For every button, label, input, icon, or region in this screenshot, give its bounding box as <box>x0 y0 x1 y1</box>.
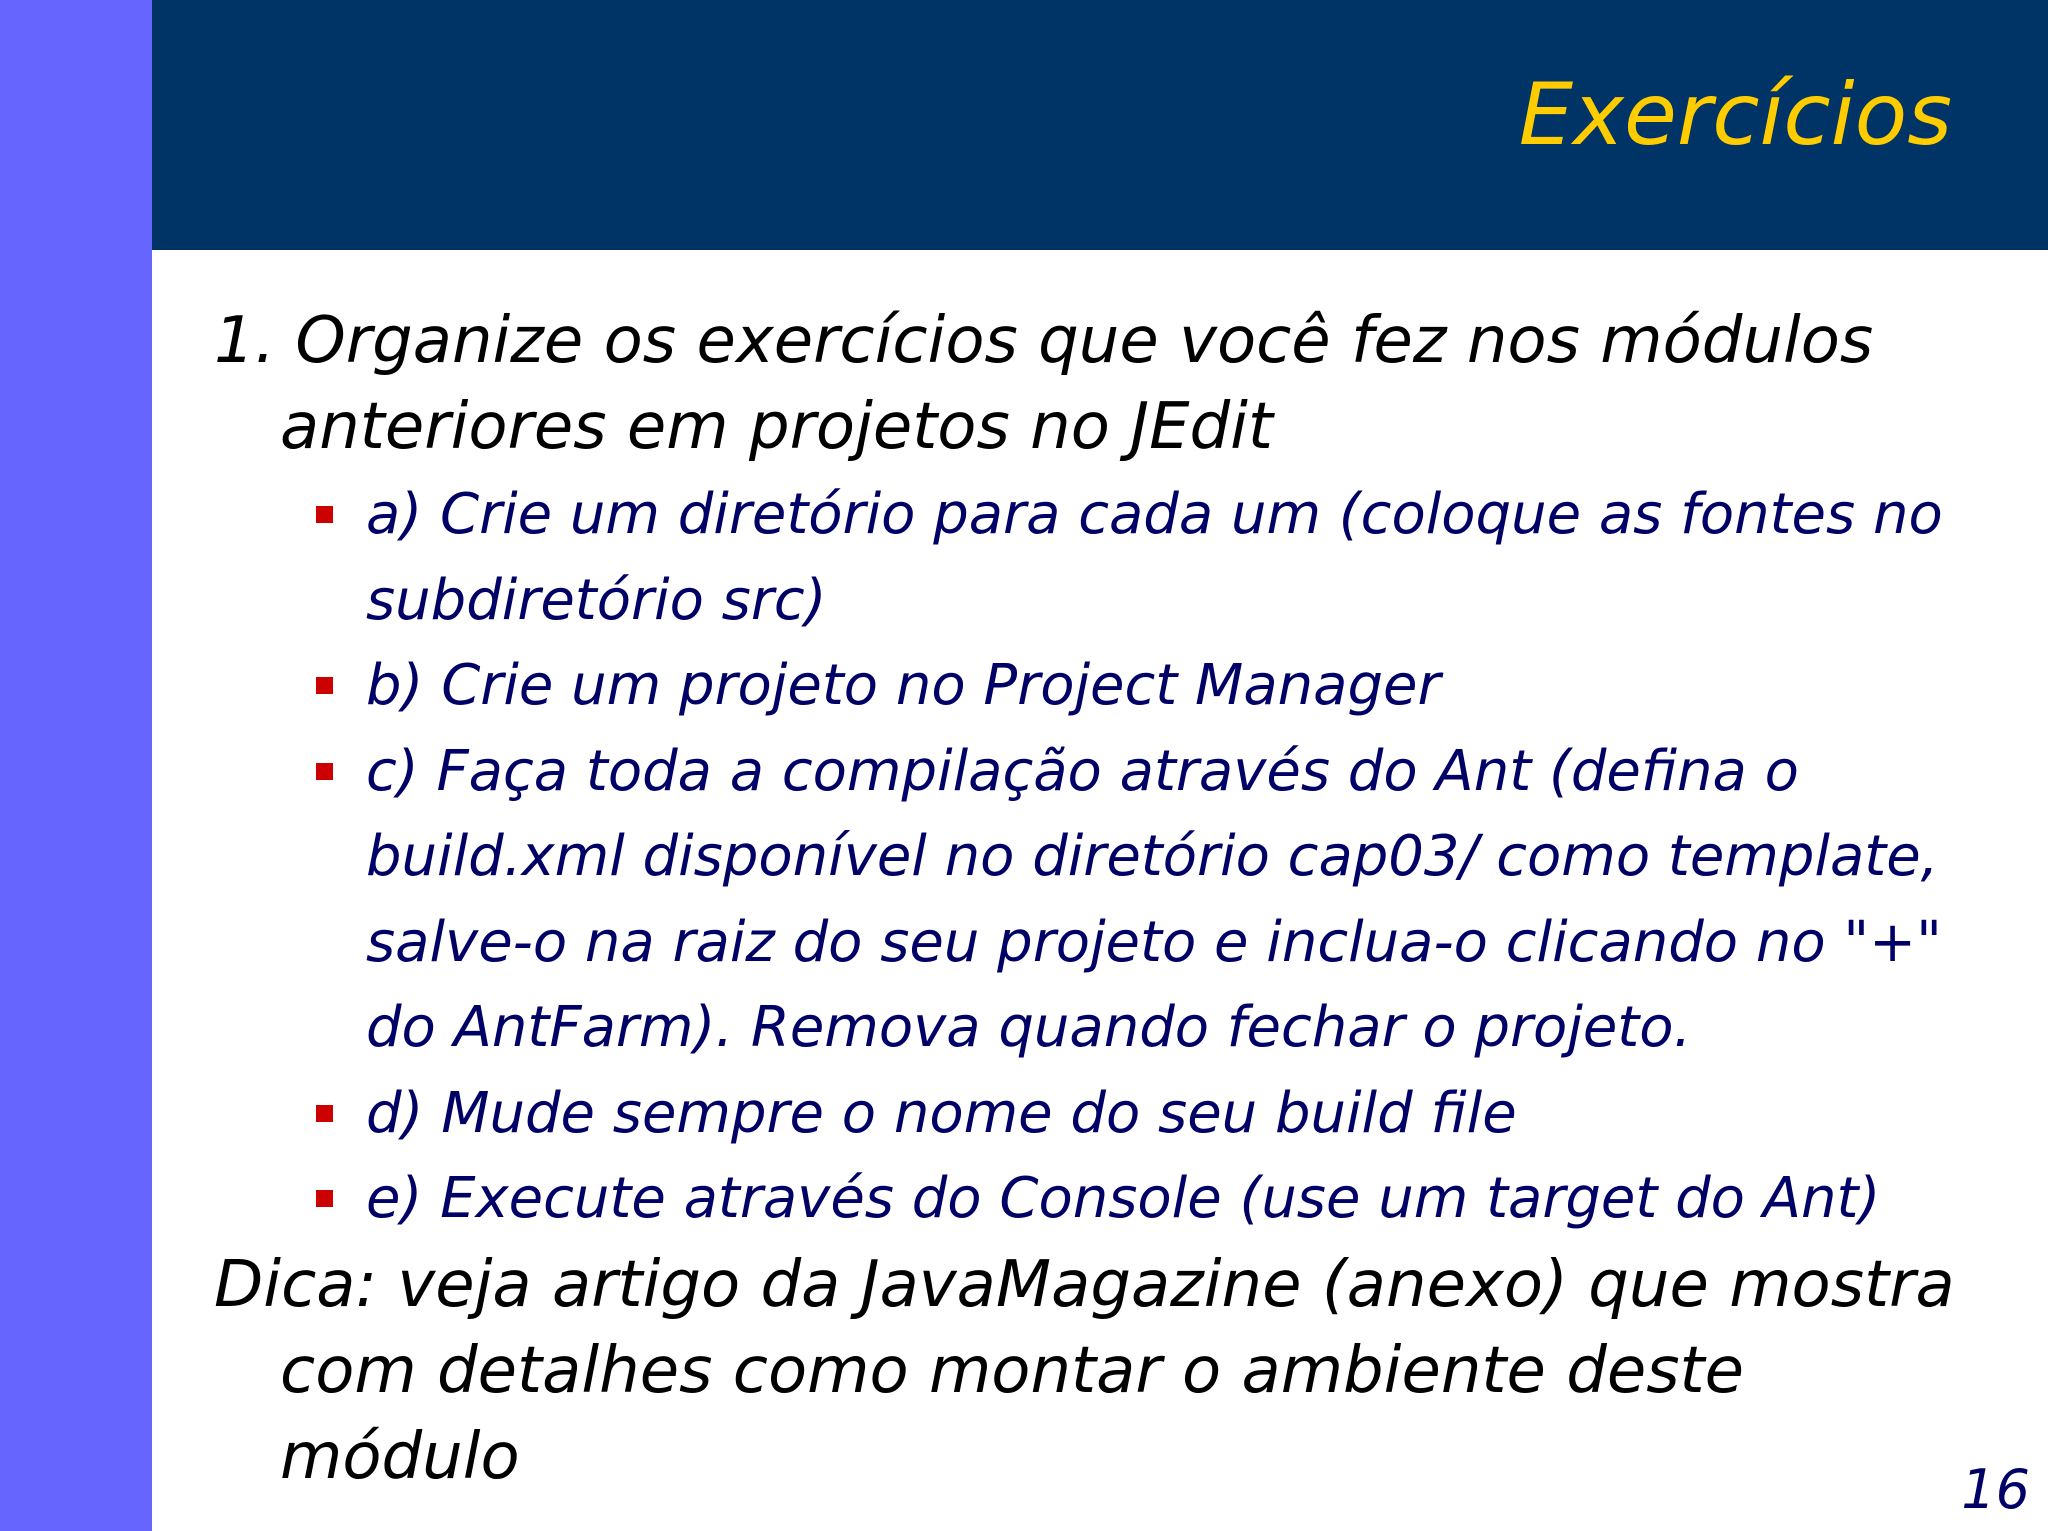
sub-item-a <box>214 472 1994 643</box>
square-bullet-icon <box>316 1190 333 1207</box>
exercise-sub-list <box>214 472 1994 1242</box>
header-band <box>152 0 2048 250</box>
square-bullet-icon <box>316 677 333 694</box>
exercise-item-1: 1. Organize os exercícios que você fez nos módulos anteriores em projetos no JEdit <box>214 304 1874 464</box>
side-bar <box>0 0 152 1531</box>
slide-title: Exercícios <box>1518 65 1952 165</box>
sub-item-text: a) Crie um diretório para cada um (coloque as fontes no subdiretório src) <box>366 482 1943 633</box>
sub-item-text: d) Mude sempre o nome do seu build file <box>366 1080 1517 1146</box>
square-bullet-icon <box>316 506 333 523</box>
sub-item-text: b) Crie um projeto no Project Manager <box>366 653 1441 718</box>
sub-item-text: e) Execute através do Console (use um target do Ant) <box>366 1166 1881 1231</box>
sub-item-d <box>214 1071 1994 1157</box>
page-number: 16 <box>1961 1458 2030 1521</box>
sub-item-b <box>214 643 1994 729</box>
tip-text: Dica: veja artigo da JavaMagazine (anexo) que mostra com detalhes como montar o ambiente deste módulo <box>214 1247 1955 1494</box>
slide-content <box>214 298 1994 1500</box>
square-bullet-icon <box>316 1105 333 1122</box>
square-bullet-icon <box>316 763 333 780</box>
sub-item-text: c) Faça toda a compilação através do Ant (defina o build.xml disponível no diretório cap03/ como template, salve-o na raiz do seu projeto e inclua-o clicando no "+" do AntFarm). Remova quando fechar o projeto. <box>366 738 1942 1060</box>
sub-item-e <box>214 1156 1994 1242</box>
sub-item-c <box>214 729 1994 1071</box>
